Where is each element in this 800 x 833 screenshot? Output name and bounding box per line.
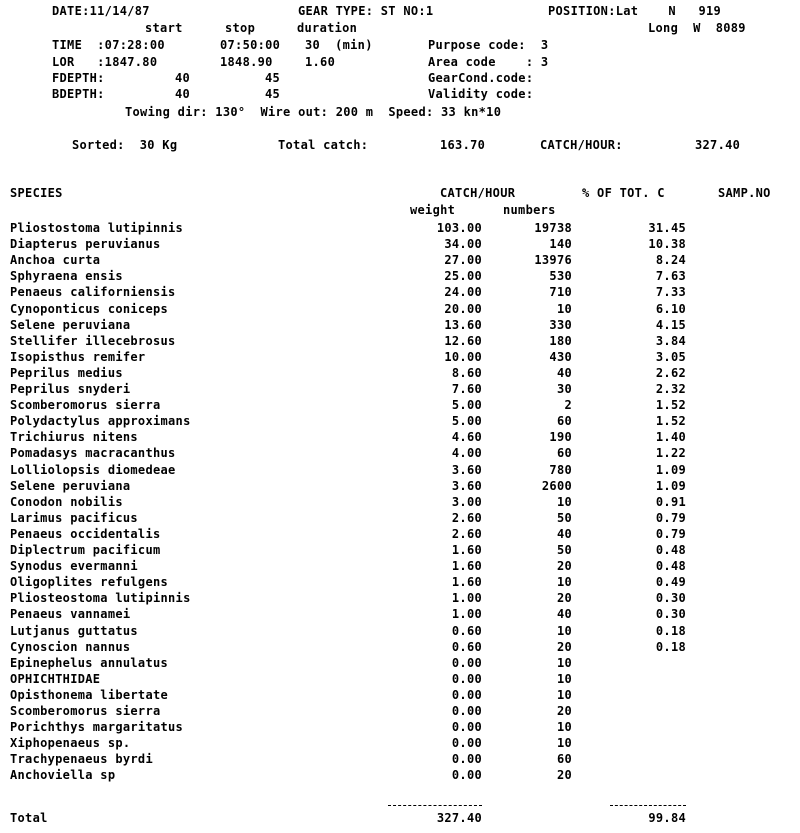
table-row <box>0 689 800 703</box>
species-name: Polydactylus approximans <box>10 414 191 429</box>
lor-stop: 1848.90 <box>220 55 273 69</box>
numbers-value: 20 <box>556 768 572 783</box>
weight-value: 0.60 <box>451 623 482 638</box>
numbers-value: 13976 <box>534 253 572 268</box>
table-row <box>0 367 800 381</box>
table-row <box>0 641 800 655</box>
gear-type-label: GEAR TYPE: ST NO:1 <box>298 4 434 18</box>
table-row <box>0 351 800 365</box>
species-name: Larimus pacificus <box>10 510 138 525</box>
species-name: Cynoscion nannus <box>10 639 131 654</box>
weight-value: 24.00 <box>444 285 482 300</box>
sample-number-heading: SAMP.NO <box>718 186 771 200</box>
species-name: Pliostostoma lutipinnis <box>10 221 184 235</box>
weight-value: 34.00 <box>444 237 482 252</box>
species-name: Synodus evermanni <box>10 559 138 574</box>
species-name: Porichthys margaritatus <box>10 720 184 735</box>
species-name: Lutjanus guttatus <box>10 623 138 638</box>
percent-value: 0.79 <box>655 510 686 525</box>
numbers-value: 50 <box>556 543 572 557</box>
percent-value: 0.48 <box>655 559 686 574</box>
weight-value: 1.60 <box>451 559 482 574</box>
percent-value: 0.48 <box>655 543 686 557</box>
numbers-value: 60 <box>556 414 572 429</box>
percent-value: 1.22 <box>655 446 686 461</box>
percent-value: 0.30 <box>655 591 686 606</box>
species-name: Trichiurus nitens <box>10 430 138 445</box>
numbers-value: 10 <box>556 671 572 686</box>
percent-value: 4.15 <box>655 317 686 332</box>
table-row <box>0 608 800 622</box>
weight-value: 5.00 <box>451 414 482 429</box>
weight-value: 0.00 <box>451 736 482 751</box>
percent-value: 1.40 <box>655 430 686 445</box>
lor-duration: 1.60 <box>305 55 336 69</box>
table-row <box>0 254 800 268</box>
time-stop: 07:50:00 <box>220 38 281 52</box>
numbers-value: 19738 <box>534 221 572 235</box>
numbers-value: 40 <box>556 365 572 380</box>
table-row <box>0 431 800 445</box>
bdepth-stop: 45 <box>265 87 281 101</box>
weight-value: 4.00 <box>451 446 482 461</box>
table-row <box>0 753 800 767</box>
lor-start: LOR :1847.80 <box>52 55 158 69</box>
weight-value: 0.00 <box>451 704 482 718</box>
bdepth-start: 40 <box>175 87 191 101</box>
numbers-value: 10 <box>556 575 572 590</box>
percent-value: 0.30 <box>655 607 686 622</box>
species-name: Scomberomorus sierra <box>10 704 161 718</box>
table-row <box>0 415 800 429</box>
numbers-value: 2600 <box>541 478 572 493</box>
species-name: Penaeus occidentalis <box>10 526 161 541</box>
weight-value: 4.60 <box>451 430 482 445</box>
weight-value: 1.00 <box>451 607 482 622</box>
towing-line: Towing dir: 130° Wire out: 200 m Speed: 33 kn*10 <box>125 105 502 119</box>
col-stop-heading: stop <box>225 21 256 35</box>
col-start-heading: start <box>145 21 183 35</box>
numbers-value: 40 <box>556 526 572 541</box>
numbers-value: 140 <box>549 237 572 252</box>
purpose-code: Purpose code: 3 <box>428 38 549 52</box>
percent-value: 1.52 <box>655 414 686 429</box>
species-name: Trachypenaeus byrdi <box>10 752 153 767</box>
species-name: Selene peruviana <box>10 478 131 493</box>
weight-value: 2.60 <box>451 526 482 541</box>
species-name: Sphyraena ensis <box>10 269 123 284</box>
percent-value: 0.79 <box>655 526 686 541</box>
numbers-value: 190 <box>549 430 572 445</box>
col-duration-heading: duration <box>297 21 358 35</box>
total-catch-label: Total catch: <box>278 138 369 152</box>
weight-value: 103.00 <box>436 221 482 235</box>
weight-value: 1.00 <box>451 591 482 606</box>
numbers-value: 10 <box>556 736 572 751</box>
table-row <box>0 399 800 413</box>
table-row <box>0 544 800 558</box>
weight-value: 2.60 <box>451 510 482 525</box>
numbers-value: 530 <box>549 269 572 284</box>
percent-value: 7.33 <box>655 285 686 300</box>
table-row <box>0 222 800 236</box>
species-name: Stellifer illecebrosus <box>10 333 176 348</box>
weight-value: 3.60 <box>451 478 482 493</box>
weight-value: 8.60 <box>451 365 482 380</box>
table-row <box>0 447 800 461</box>
numbers-value: 60 <box>556 752 572 767</box>
table-row <box>0 319 800 333</box>
weight-value: 0.00 <box>451 687 482 702</box>
table-row <box>0 512 800 526</box>
time-duration: 30 (min) <box>305 38 373 52</box>
species-name: Penaeus vannamei <box>10 607 131 622</box>
weight-value: 0.00 <box>451 671 482 686</box>
table-row <box>0 657 800 671</box>
species-name: Diapterus peruvianus <box>10 237 161 252</box>
species-name: Penaeus californiensis <box>10 285 176 300</box>
total-catch-value: 163.70 <box>440 138 486 152</box>
table-row <box>0 286 800 300</box>
table-row <box>0 673 800 687</box>
species-name: Epinephelus annulatus <box>10 655 169 670</box>
species-name: Selene peruviana <box>10 317 131 332</box>
numbers-value: 10 <box>556 687 572 702</box>
species-name: Anchoviella sp <box>10 768 116 783</box>
percent-value: 3.05 <box>655 349 686 364</box>
fdepth-label: FDEPTH: <box>52 71 105 85</box>
table-row <box>0 769 800 783</box>
catch-hour-label: CATCH/HOUR: <box>540 138 623 152</box>
species-name: OPHICHTHIDAE <box>10 671 101 686</box>
weight-value: 3.00 <box>451 494 482 509</box>
weight-value: 3.60 <box>451 462 482 477</box>
table-row <box>0 496 800 510</box>
total-label: Total <box>10 811 48 825</box>
table-row <box>0 335 800 349</box>
species-name: Peprilus snyderi <box>10 382 131 396</box>
species-name: Pliosteostoma lutipinnis <box>10 591 191 606</box>
species-name: Peprilus medius <box>10 365 123 380</box>
position-lat-label: POSITION:Lat N 919 <box>548 4 722 18</box>
percent-value: 0.91 <box>655 494 686 509</box>
weight-value: 12.60 <box>444 333 482 348</box>
percent-value: 2.62 <box>655 365 686 380</box>
weight-value: 7.60 <box>451 382 482 396</box>
weight-value: 1.60 <box>451 575 482 590</box>
table-row <box>0 464 800 478</box>
weight-value: 0.00 <box>451 655 482 670</box>
species-name: Conodon nobilis <box>10 494 123 509</box>
numbers-value: 10 <box>556 494 572 509</box>
numbers-value: 780 <box>549 462 572 477</box>
table-row <box>0 560 800 574</box>
total-percent-rule <box>610 805 686 806</box>
weight-heading: weight <box>410 203 456 217</box>
date-label: DATE:11/14/87 <box>52 4 150 18</box>
numbers-value: 30 <box>556 382 572 396</box>
species-heading: SPECIES <box>10 186 63 200</box>
percent-value: 1.52 <box>655 398 686 413</box>
percent-value: 0.18 <box>655 639 686 654</box>
species-name: Pomadasys macracanthus <box>10 446 176 461</box>
numbers-value: 10 <box>556 655 572 670</box>
table-row <box>0 576 800 590</box>
percent-value: 1.09 <box>655 478 686 493</box>
numbers-value: 10 <box>556 623 572 638</box>
fdepth-start: 40 <box>175 71 191 85</box>
numbers-value: 430 <box>549 349 572 364</box>
fdepth-stop: 45 <box>265 71 281 85</box>
species-name: Oligoplites refulgens <box>10 575 169 590</box>
numbers-value: 20 <box>556 559 572 574</box>
table-row <box>0 528 800 542</box>
position-long-label: Long W 8089 <box>648 21 746 35</box>
area-code: Area code : 3 <box>428 55 549 69</box>
table-row <box>0 737 800 751</box>
validity-code: Validity code: <box>428 87 534 101</box>
weight-value: 5.00 <box>451 398 482 413</box>
percent-value: 0.49 <box>655 575 686 590</box>
weight-value: 13.60 <box>444 317 482 332</box>
numbers-value: 40 <box>556 607 572 622</box>
weight-value: 0.00 <box>451 720 482 735</box>
time-start: TIME :07:28:00 <box>52 38 165 52</box>
percent-value: 6.10 <box>655 301 686 316</box>
numbers-heading: numbers <box>503 203 556 217</box>
species-name: Isopisthus remifer <box>10 349 146 364</box>
table-row <box>0 721 800 735</box>
weight-value: 0.00 <box>451 752 482 767</box>
percent-value: 2.32 <box>655 382 686 396</box>
numbers-value: 2 <box>564 398 572 413</box>
species-name: Diplectrum pacificum <box>10 543 161 557</box>
table-row <box>0 705 800 719</box>
weight-value: 0.00 <box>451 768 482 783</box>
numbers-value: 20 <box>556 591 572 606</box>
species-name: Cynoponticus coniceps <box>10 301 169 316</box>
table-row <box>0 625 800 639</box>
catch-hour-heading: CATCH/HOUR <box>440 186 516 200</box>
table-row <box>0 238 800 252</box>
percent-value: 7.63 <box>655 269 686 284</box>
weight-value: 0.60 <box>451 639 482 654</box>
numbers-value: 60 <box>556 446 572 461</box>
table-row <box>0 592 800 606</box>
percent-value: 31.45 <box>648 221 686 235</box>
percent-value: 1.09 <box>655 462 686 477</box>
weight-value: 27.00 <box>444 253 482 268</box>
species-name: Anchoa curta <box>10 253 101 268</box>
species-name: Opisthonema libertate <box>10 687 169 702</box>
weight-value: 10.00 <box>444 349 482 364</box>
numbers-value: 20 <box>556 639 572 654</box>
total-weight-value: 327.40 <box>436 811 482 825</box>
sorted-weight: Sorted: 30 Kg <box>72 138 178 152</box>
percent-value: 10.38 <box>648 237 686 252</box>
table-row <box>0 480 800 494</box>
numbers-value: 180 <box>549 333 572 348</box>
numbers-value: 10 <box>556 301 572 316</box>
total-weight-rule <box>388 805 482 806</box>
total-percent-value: 99.84 <box>648 811 686 825</box>
numbers-value: 330 <box>549 317 572 332</box>
percent-value: 3.84 <box>655 333 686 348</box>
species-name: Lolliolopsis diomedeae <box>10 462 176 477</box>
table-row <box>0 270 800 284</box>
numbers-value: 10 <box>556 720 572 735</box>
weight-value: 20.00 <box>444 301 482 316</box>
percent-value: 0.18 <box>655 623 686 638</box>
bdepth-label: BDEPTH: <box>52 87 105 101</box>
table-row <box>0 303 800 317</box>
species-name: Xiphopenaeus sp. <box>10 736 131 751</box>
percent-total-heading: % OF TOT. C <box>582 186 665 200</box>
gear-condition-code: GearCond.code: <box>428 71 534 85</box>
numbers-value: 710 <box>549 285 572 300</box>
percent-value: 8.24 <box>655 253 686 268</box>
weight-value: 1.60 <box>451 543 482 557</box>
species-name: Scomberomorus sierra <box>10 398 161 413</box>
catch-hour-value: 327.40 <box>695 138 741 152</box>
weight-value: 25.00 <box>444 269 482 284</box>
numbers-value: 20 <box>556 704 572 718</box>
table-row <box>0 383 800 397</box>
numbers-value: 50 <box>556 510 572 525</box>
